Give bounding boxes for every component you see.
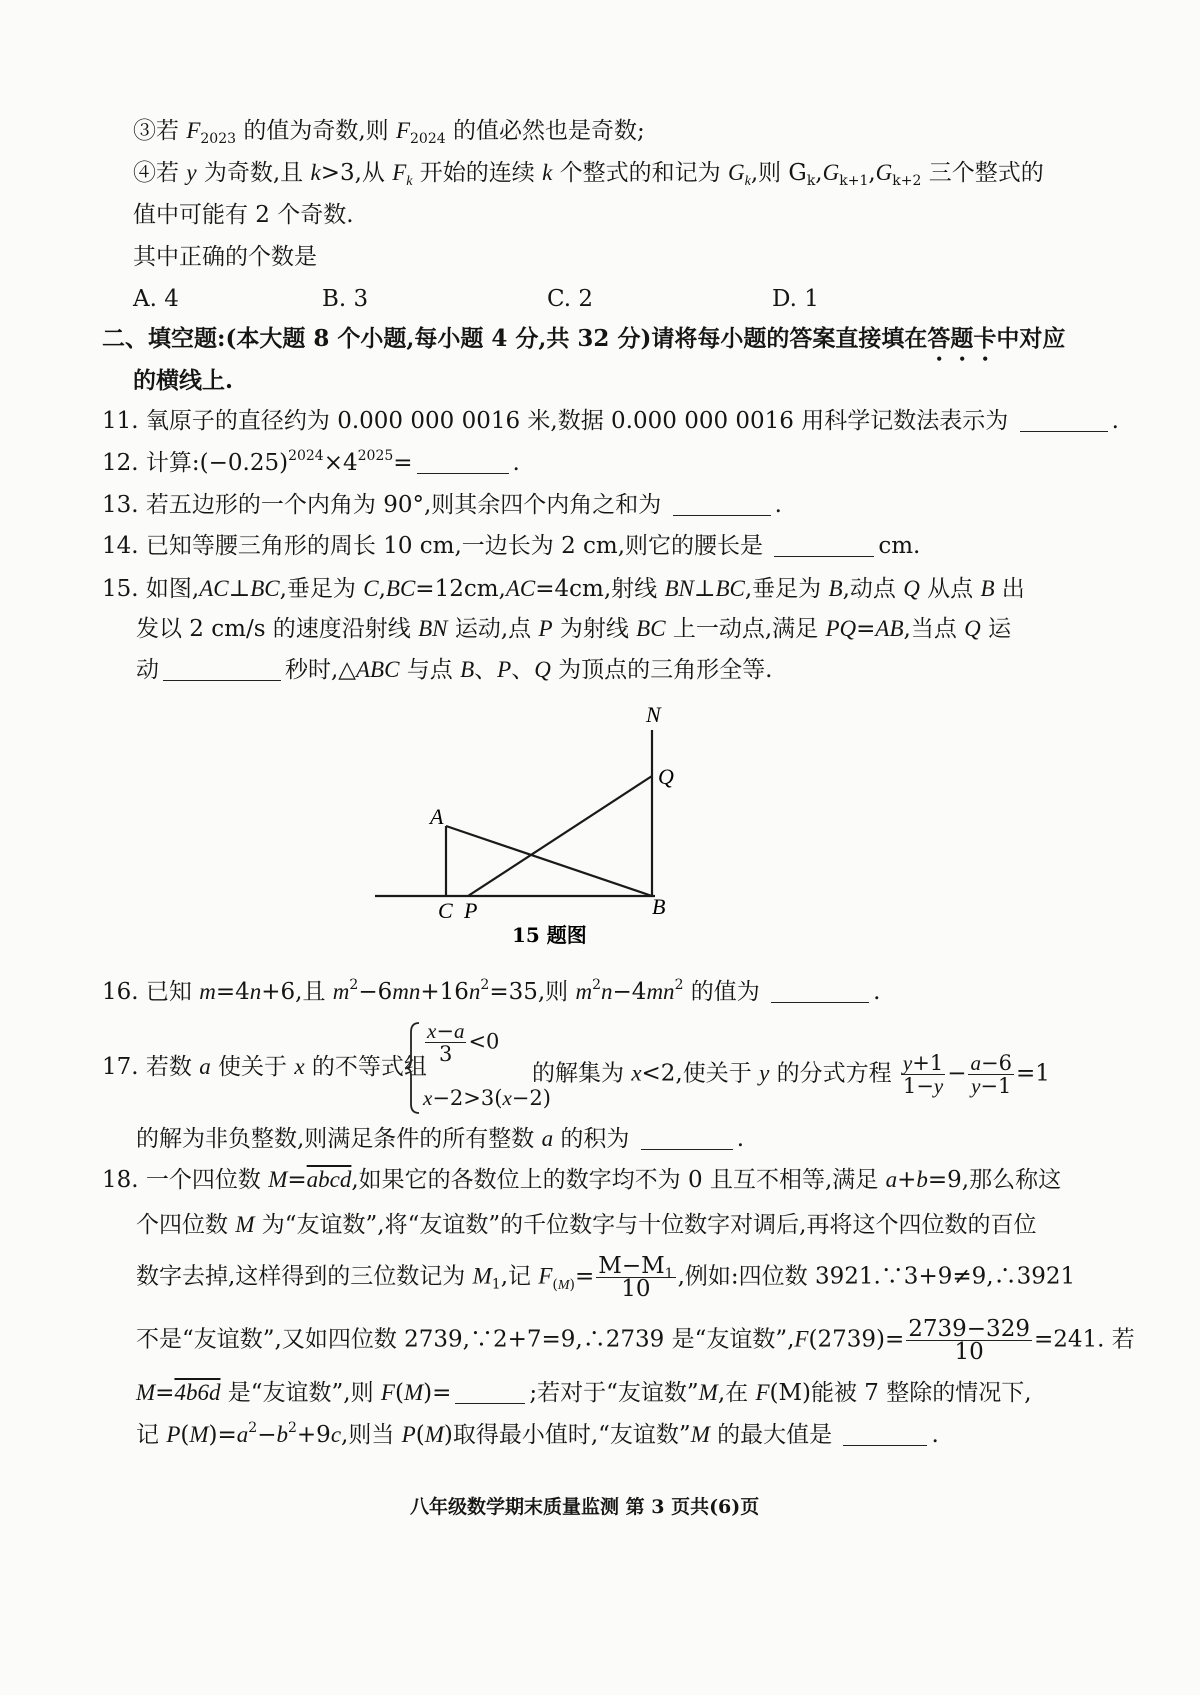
question-16: 16. 已知 m=4n+6,且 $m^2-6mn+16n^2=35$,则 $m^2n-4mn^2$ 的值为 . (102, 977, 881, 1005)
question-12: 12. 计算$:(-0.25)^{2024}\times 4^{2025}=$ . (102, 448, 520, 476)
label-c: C (438, 898, 453, 923)
q10-item-3: ③若 $F_{2023}$ 的值为奇数,则 $F_{2024}$ 的值必然也是奇数; (133, 118, 645, 147)
question-15-line3: 动 秒时,△ABC 与点 B、P、Q 为顶点的三角形全等. (136, 657, 773, 683)
section-2-heading: 二、填空题:(本大题 8 个小题,每小题 4 分,共 32 分)请将每小题的答案直接填在答题卡中对应 (102, 325, 1066, 352)
question-17-line1: 17. 若数 a 使关于 x 的不等式组 (102, 1054, 427, 1080)
label-n: N (646, 702, 661, 727)
option-d: D. 1 (772, 286, 819, 312)
question-18-line3: 数字去掉,这样得到的三位数记为 $M_1$,记 $F_{(M)}=$ $\frac{M-M_1}{10}$ ,例如:四位数 3921.∵3+9≠9,∴3921 (136, 1253, 1076, 1302)
option-a: A. 4 (133, 286, 179, 312)
question-15-line1: 15. 如图,AC⊥BC,垂足为 C,BC=12cm,AC=4cm,射线 BN⊥BC,垂足为 B,动点 Q 从点 B 出 (102, 576, 1025, 602)
question-18-line2: 个四位数 M 为“友谊数”,将“友谊数”的千位数字与十位数字对调后,再将这个四位数的百位 (136, 1212, 1037, 1238)
option-c: C. 2 (547, 286, 594, 312)
q10-item-4-line2: 值中可能有 2 个奇数. (133, 202, 354, 228)
label-p: P (464, 898, 478, 923)
page-footer: 八年级数学期末质量监测 第 3 页共(6)页 (410, 1496, 760, 1518)
question-18-line4: 不是“友谊数”,又如四位数 2739,∵2+7=9,∴2739 是“友谊数”,F(2739)= $\frac{2739-329}{10}$ =241. 若 (136, 1316, 1135, 1365)
label-q: Q (658, 764, 674, 789)
section-2-heading-line2: 的横线上. (133, 367, 234, 394)
question-15-line2: 发以 2 cm/s 的速度沿射线 BN 运动,点 P 为射线 BC 上一动点,满足 PQ=AB,当点 Q 运 (136, 616, 1012, 642)
segment-pq (468, 776, 652, 896)
question-13: 13. 若五边形的一个内角为 90°,则其余四个内角之和为 . (102, 492, 782, 518)
label-b: B (652, 894, 666, 919)
question-17-line2: 的解为非负整数,则满足条件的所有整数 a 的积为 . (136, 1126, 745, 1152)
question-11: 11. 氧原子的直径约为 0.000 000 0016 米,数据 0.000 000 0016 用科学记数法表示为 . (102, 408, 1119, 434)
inequality-system: $\frac{x-a}{3}$ <0 x−2>3(x−2) (405, 1020, 555, 1116)
q10-item-4-line1: ④若 y 为奇数,且 k>3,从 $F_k$ 开始的连续 k 个整式的和记为 $G_k$,则 $G_k,G_{k+1},G_{k+2}$ 三个整式的 (133, 160, 1044, 189)
question-18-line1: 18. 一个四位数 M=abcd,如果它的各数位上的数字均不为 0 且互不相等,满足 a+b=9,那么称这 (102, 1167, 1062, 1193)
label-a: A (430, 804, 444, 829)
segment-ab (446, 826, 652, 896)
question-17-line1-cont: 的解集为 x<2,使关于 y 的分式方程 $\frac{y+1}{1-y}$ − $\frac{a-6}{y-1}$ =1 (532, 1051, 1050, 1098)
figure-15 (360, 700, 700, 950)
question-18-line6: 记 $P(M)=a^2-b^2+9c$,则当 P(M)取得最小值时,“友谊数”M 的最大值是 . (136, 1420, 939, 1448)
question-18-line5: M=4b6d 是“友谊数”,则 F(M)= ;若对于“友谊数”M,在 F(M)能被 7 整除的情况下, (136, 1380, 1032, 1406)
question-14: 14. 已知等腰三角形的周长 10 cm,一边长为 2 cm,则它的腰长是 cm. (102, 533, 921, 559)
option-b: B. 3 (322, 286, 369, 312)
figure-caption: 15 题图 (512, 923, 587, 947)
q10-prompt: 其中正确的个数是 (133, 244, 317, 270)
